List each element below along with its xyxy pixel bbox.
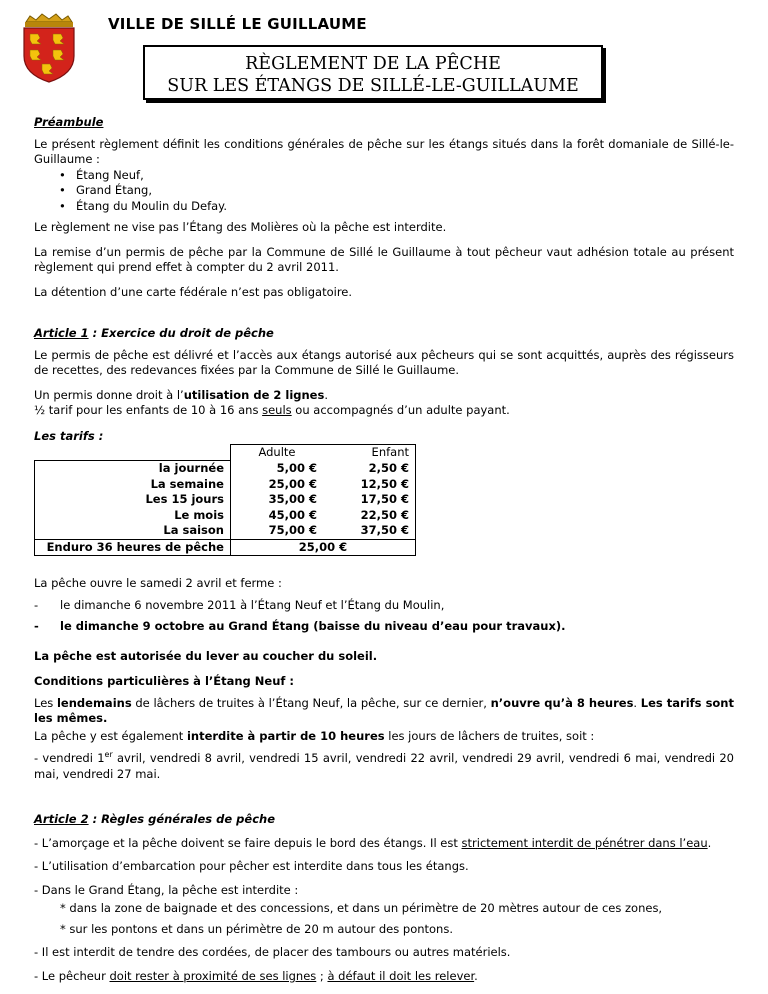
fermeture-2: - le dimanche 9 octobre au Grand Étang (baisse du niveau d’eau pour travaux). (34, 619, 734, 635)
regle-3: - Dans le Grand Étang, la pêche est interdite : (34, 882, 299, 897)
regle-2: - L’utilisation d’embarcation pour pêcher est interdite dans tous les étangs. (34, 859, 469, 874)
title-line-1: RÈGLEMENT DE LA PÊCHE (245, 54, 501, 74)
regle-4: - Il est interdit de tendre des cordées, de placer des tambours ou autres matériels. (34, 945, 511, 960)
conditions-heading: Conditions particulières à l’Étang Neuf : (34, 674, 295, 689)
table-row: La saison 75,00 € 37,50 € (35, 523, 416, 539)
conditions-10h: La pêche y est également interdite à partir de 10 heures les jours de lâchers de truites, soit : (34, 728, 595, 743)
article1-lignes: Un permis donne droit à l’utilisation de 2 lignes. (34, 387, 328, 402)
tarifs-heading: Les tarifs : (34, 428, 104, 443)
preambule-permis: La remise d’un permis de pêche par la Commune de Sillé le Guillaume à tout pêcheur vaut adhésion totale au présent règlement qui prend effet à compter du 2 avril 2011. (34, 244, 734, 275)
table-row: La semaine 25,00 € 12,50 € (35, 477, 416, 493)
table-row: Le mois 45,00 € 22,50 € (35, 508, 416, 524)
regle-3-sub-2: * sur les pontons et dans un périmètre de 20 m autour des pontons. (60, 921, 453, 936)
horaires: La pêche est autorisée du lever au coucher du soleil. (34, 648, 378, 663)
town-name: VILLE DE SILLÉ LE GUILLAUME (108, 15, 367, 33)
town-crest-logo (20, 12, 78, 84)
list-item: • Étang du Moulin du Defay. (76, 199, 734, 215)
regle-1: - L’amorçage et la pêche doivent se faire depuis le bord des étangs. Il est strictement interdit de pénétrer dans l’eau. (34, 835, 712, 850)
regle-3-sub-1: * dans la zone de baignade et des concessions, et dans un périmètre de 20 mètres autour de ces zones, (60, 901, 663, 916)
fermeture-1: - le dimanche 6 novembre 2011 à l’Étang Neuf et l’Étang du Moulin, (34, 598, 734, 614)
etangs-list (34, 168, 734, 215)
conditions-lendemains: Les lendemains de lâchers de truites à l’Étang Neuf, la pêche, sur ce dernier, n’ouvre qu’à 8 heures. Les tarifs sont les mêmes. (34, 695, 734, 726)
ouverture: La pêche ouvre le samedi 2 avril et ferme : (34, 576, 282, 591)
table-header-row (35, 445, 416, 461)
preambule-intro: Le présent règlement définit les conditions générales de pêche sur les étangs situés dans la forêt domaniale de Sillé-le-Guillaume : (34, 136, 734, 167)
document-title (143, 45, 603, 100)
regle-5: - Le pêcheur doit rester à proximité de ses lignes ; à défaut il doit les relever. (34, 968, 478, 983)
article2-heading: Article 2 : Règles générales de pêche (34, 812, 275, 827)
article1-demi-tarif: ½ tarif pour les enfants de 10 à 16 ans seuls ou accompagnés d’un adulte payant. (34, 403, 510, 418)
preambule-carte: La détention d’une carte fédérale n’est pas obligatoire. (34, 284, 353, 299)
article1-heading: Article 1 : Exercice du droit de pêche (34, 326, 274, 341)
col-enfant-header: Enfant (323, 445, 416, 461)
table-row: Les 15 jours 35,00 € 17,50 € (35, 492, 416, 508)
list-item: • Grand Étang, (76, 183, 734, 199)
preambule-heading: Préambule (34, 115, 104, 129)
dates-lachers: - vendredi 1er avril, vendredi 8 avril, vendredi 15 avril, vendredi 22 avril, vendredi 29 avril, vendredi 6 mai, vendredi 20 mai, vendredi 27 mai. (34, 750, 734, 781)
title-line-2: SUR LES ÉTANGS DE SILLÉ-LE-GUILLAUME (167, 76, 579, 96)
col-adulte-header: Adulte (231, 445, 324, 461)
list-item: • Étang Neuf, (76, 168, 734, 184)
document-body (34, 115, 734, 990)
article1-p1: Le permis de pêche est délivré et l’accès aux étangs autorisé aux pêcheurs qui se sont acquittés, auprès des régisseurs de recettes, des redevances fixées par la Commune de Sillé le Guillaume. (34, 347, 734, 378)
preambule-molieres: Le règlement ne vise pas l’Étang des Molières où la pêche est interdite. (34, 220, 447, 235)
enduro-price: 25,00 € (231, 539, 416, 556)
table-row-enduro: Enduro 36 heures de pêche 25,00 € (35, 539, 416, 556)
tarifs-table (34, 444, 416, 556)
table-row: la journée 5,00 € 2,50 € (35, 461, 416, 477)
